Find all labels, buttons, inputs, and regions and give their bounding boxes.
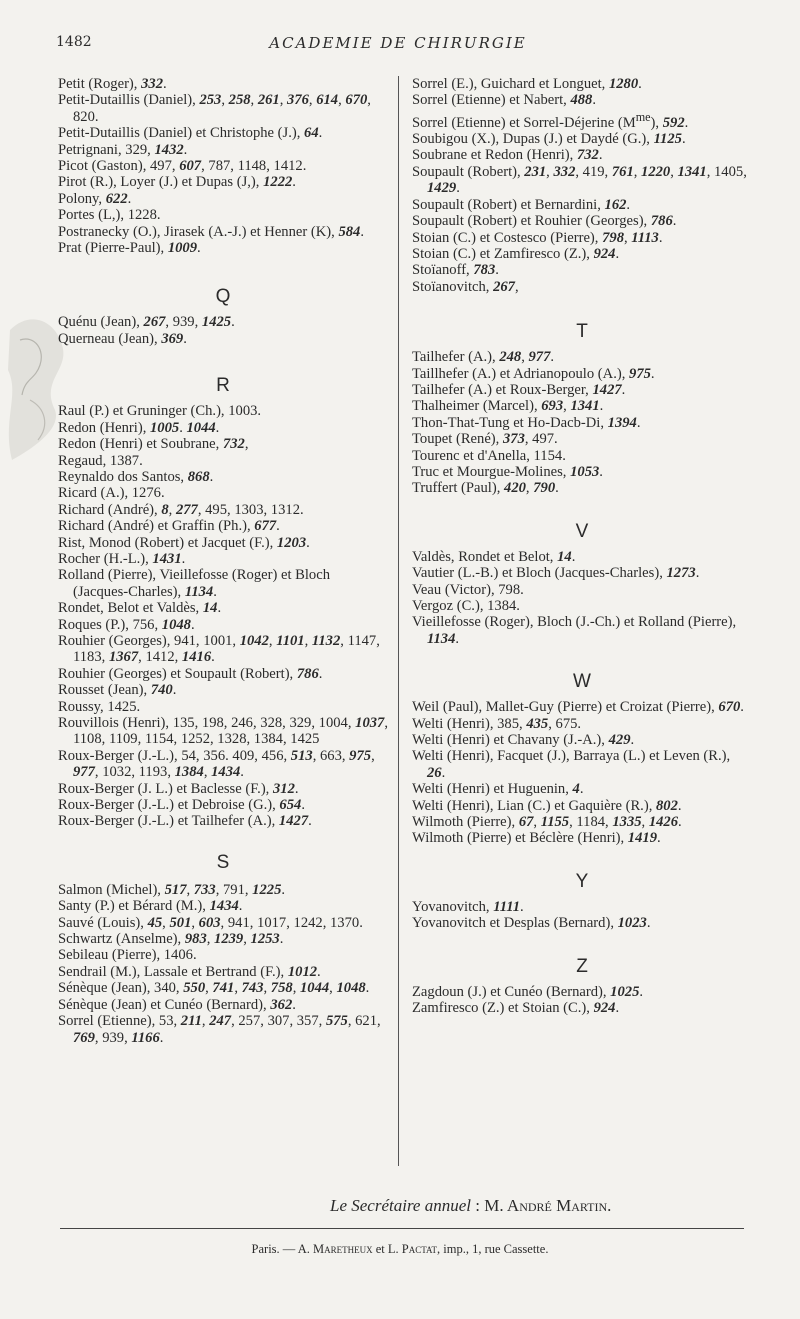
index-entry: Soupault (Robert), 231, 332, 419, 761, 1220, 1341, 1405, 1429. [412, 163, 747, 197]
signature-label: Le Secrétaire annuel [330, 1196, 471, 1215]
index-entry: Stoïanovitch, 267, [412, 278, 519, 295]
imprint-prefix: Paris. — A. [251, 1242, 313, 1256]
index-entry: Stoïanoff, 783. [412, 262, 499, 279]
index-entry: Schwartz (Anselme), 983, 1239, 1253. [58, 931, 284, 948]
page-number: 1482 [56, 34, 92, 50]
index-entry: Rondet, Belot et Valdès, 14. [58, 600, 222, 617]
index-entry: Soubrane et Redon (Henri), 732. [412, 147, 603, 164]
index-entry: Tailhefer (A.), 248, 977. [412, 349, 555, 366]
imprint-address: , imp., 1, rue Cassette. [437, 1242, 549, 1256]
section-letter-v: V [575, 520, 589, 542]
index-entry: Thon-That-Tung et Ho-Dacb-Di, 1394. [412, 414, 641, 431]
index-entry: Petit-Dutaillis (Daniel), 253, 258, 261, 376, 614, 670, 820. [58, 92, 371, 125]
index-entry: Truffert (Paul), 420, 790. [412, 480, 559, 497]
imprint-printer-2: Pactat [401, 1242, 438, 1256]
section-letter-y: Y [575, 870, 589, 892]
index-entry: Richard (André), 8, 277, 495, 1303, 1312. [58, 501, 304, 518]
index-entry: Raul (P.) et Gruninger (Ch.), 1003. [58, 403, 262, 420]
section-letter-r: R [216, 375, 230, 397]
index-entry: Welti (Henri), 385, 435, 675. [412, 715, 582, 732]
index-entry: Picot (Gaston), 497, 607, 787, 1148, 1412. [58, 158, 307, 175]
entries-r [58, 403, 388, 830]
index-entry: Soubigou (X.), Dupas (J.) et Daydé (G.), 1125. [412, 131, 686, 148]
index-entry: Rist, Monod (Robert) et Jacquet (F.), 1203. [58, 534, 310, 551]
imprint-joiner: et L. [372, 1242, 402, 1256]
index-entry: Roux-Berger (J. L.) et Baclesse (F.), 312. [58, 780, 299, 797]
index-entry: Taillhefer (A.) et Adrianopoulo (A.), 975. [412, 365, 655, 382]
index-entry: Vergoz (C.), 1384. [412, 598, 520, 615]
index-entry: Redon (Henri) et Soubrane, 732, [58, 436, 249, 453]
index-entry: Petit (Roger), 332. [58, 76, 167, 92]
index-entry: Sorrel (E.), Guichard et Longuet, 1280. [412, 76, 642, 92]
entries-w [412, 699, 752, 847]
entries-v [412, 549, 752, 647]
index-entry: Tailhefer (A.) et Roux-Berger, 1427. [412, 381, 626, 398]
section-letter-w: W [573, 671, 591, 693]
secretary-signature [330, 1196, 611, 1216]
section-letter-t: T [576, 321, 588, 343]
index-entry: Stoian (C.) et Costesco (Pierre), 798, 1113. [412, 229, 663, 246]
section-letter-z: Z [576, 955, 588, 977]
imprint-printer-1: Maretheux [313, 1242, 373, 1256]
index-entry: Rouvillois (Henri), 135, 198, 246, 328, 329, 1004, 1037, 1108, 1109, 1154, 1252, 1328, 1384, 1425 [58, 715, 388, 748]
index-entry: Petit-Dutaillis (Daniel) et Christophe (J.), 64. [58, 125, 323, 142]
index-entry: Sauvé (Louis), 45, 501, 603, 941, 1017, 1242, 1370. [58, 914, 363, 931]
left-column [58, 76, 388, 1046]
index-entry: Zagdoun (J.) et Cunéo (Bernard), 1025. [412, 983, 644, 1000]
index-entry: Rouhier (Georges) et Soupault (Robert), 786. [58, 665, 323, 682]
index-entry: Wilmoth (Pierre) et Béclère (Henri), 1419. [412, 830, 661, 847]
printer-imprint [0, 1242, 800, 1257]
index-entry: Roussy, 1425. [58, 698, 141, 715]
index-entry: Roques (P.), 756, 1048. [58, 616, 195, 633]
index-entry: Rocher (H.-L.), 1431. [58, 550, 186, 567]
index-entry: Richard (André) et Graffin (Ph.), 677. [58, 518, 280, 535]
page-header [56, 34, 740, 56]
index-entry: Sénèque (Jean), 340, 550, 741, 743, 758, 1044, 1048. [58, 980, 370, 997]
index-entry: Sorrel (Etienne) et Nabert, 488. [412, 92, 596, 109]
running-title: ACADEMIE DE CHIRURGIE [269, 34, 527, 52]
index-entry: Portes (L,), 1228. [58, 207, 161, 224]
signature-name: M. André Martin. [484, 1196, 612, 1215]
entries-y [412, 899, 752, 932]
index-entry: Polony, 622. [58, 190, 132, 207]
index-entry: Toupet (René), 373, 497. [412, 431, 558, 448]
index-entry: Sénèque (Jean) et Cunéo (Bernard), 362. [58, 996, 296, 1013]
index-entry: Sebileau (Pierre), 1406. [58, 947, 197, 964]
index-entry: Rolland (Pierre), Vieillefosse (Roger) et Bloch (Jacques-Charles), 1134. [58, 567, 331, 600]
index-entry: Sorrel (Etienne) et Sorrel-Déjerine $(M^{me})$, 592. [412, 109, 689, 131]
index-entry: Quénu (Jean), 267, 939, 1425. [58, 314, 235, 331]
index-entry: Salmon (Michel), 517, 733, 791, 1225. [58, 881, 286, 898]
index-entry: Roux-Berger (J.-L.) et Tailhefer (A.), 1427. [58, 813, 312, 830]
index-entry: Ricard (A.), 1276. [58, 485, 165, 502]
column-divider [398, 76, 399, 1166]
index-entry: Rousset (Jean), 740. [58, 682, 177, 699]
index-entry: Regaud, 1387. [58, 452, 143, 469]
entries-p [58, 76, 388, 256]
index-entry: Wilmoth (Pierre), 67, 1155, 1184, 1335, 1426. [412, 814, 682, 831]
index-entry: Valdès, Rondet et Belot, 14. [412, 548, 576, 565]
section-letter-s: S [216, 851, 230, 873]
right-column [412, 76, 752, 1017]
index-entry: Weil (Paul), Mallet-Guy (Pierre) et Croizat (Pierre), 670. [412, 699, 744, 716]
index-entry: Stoian (C.) et Zamfiresco (Z.), 924. [412, 245, 620, 262]
index-entry: Postranecky (O.), Jirasek (A.-J.) et Henner (K), 584. [58, 223, 364, 240]
index-entry: Roux-Berger (J.-L.) et Debroise (G.), 654. [58, 797, 305, 814]
entries-s-continued [412, 76, 752, 295]
index-entry: Redon (Henri), 1005. 1044. [58, 419, 220, 436]
index-entry: Sorrel (Etienne), 53, 211, 247, 257, 307, 357, 575, 621, 769, 939, 1166. [58, 1013, 381, 1046]
index-entry: Querneau (Jean), 369. [58, 330, 187, 347]
index-entry: Reynaldo dos Santos, 868. [58, 468, 214, 485]
index-entry: Petrignani, 329, 1432. [58, 141, 188, 158]
index-entry: Vieillefosse (Roger), Bloch (J.-Ch.) et Rolland (Pierre), 1134. [412, 614, 737, 647]
index-entry: Welti (Henri), Facquet (J.), Barraya (L.) et Leven (R.), 26. [412, 748, 731, 781]
entries-s [58, 882, 388, 1046]
index-entry: Rouhier (Georges), 941, 1001, 1042, 1101, 1132, 1147, 1183, 1367, 1412, 1416. [58, 632, 380, 666]
index-entry: Yovanovitch et Desplas (Bernard), 1023. [412, 915, 651, 932]
index-entry: Truc et Mourgue-Molines, 1053. [412, 463, 603, 480]
index-entry: Vautier (L.-B.) et Bloch (Jacques-Charles), 1273. [412, 565, 700, 582]
index-entry: Veau (Victor), 798. [412, 581, 524, 598]
index-entry: Zamfiresco (Z.) et Stoian (C.), 924. [412, 1000, 620, 1017]
footer-rule [60, 1228, 744, 1229]
index-entry: Tourenc et d'Anella, 1154. [412, 447, 566, 464]
signature-separator: : [471, 1196, 485, 1215]
entries-q [58, 314, 388, 347]
section-letter-q: Q [215, 286, 231, 308]
index-entry: Welti (Henri) et Huguenin, 4. [412, 781, 584, 798]
index-entry: Soupault (Robert) et Bernardini, 162. [412, 196, 631, 213]
index-entry: Pirot (R.), Loyer (J.) et Dupas (J,), 1222. [58, 174, 296, 191]
index-entry: Welti (Henri) et Chavany (J.-A.), 429. [412, 732, 635, 749]
index-entry: Thalheimer (Marcel), 693, 1341. [412, 398, 604, 415]
index-entry: Roux-Berger (J.-L.), 54, 356. 409, 456, 513, 663, 975, 977, 1032, 1193, 1384, 1434. [58, 747, 375, 781]
entries-t [412, 349, 752, 497]
index-entry: Sendrail (M.), Lassale et Bertrand (F.), 1012. [58, 963, 321, 980]
entries-z [412, 984, 752, 1017]
index-entry: Welti (Henri), Lian (C.) et Gaquière (R.), 802. [412, 797, 682, 814]
index-entry: Soupault (Robert) et Rouhier (Georges), 786. [412, 213, 677, 230]
index-entry: Yovanovitch, 1111. [412, 898, 524, 915]
index-entry: Santy (P.) et Bérard (M.), 1434. [58, 898, 243, 915]
index-entry: Prat (Pierre-Paul), 1009. [58, 240, 201, 257]
